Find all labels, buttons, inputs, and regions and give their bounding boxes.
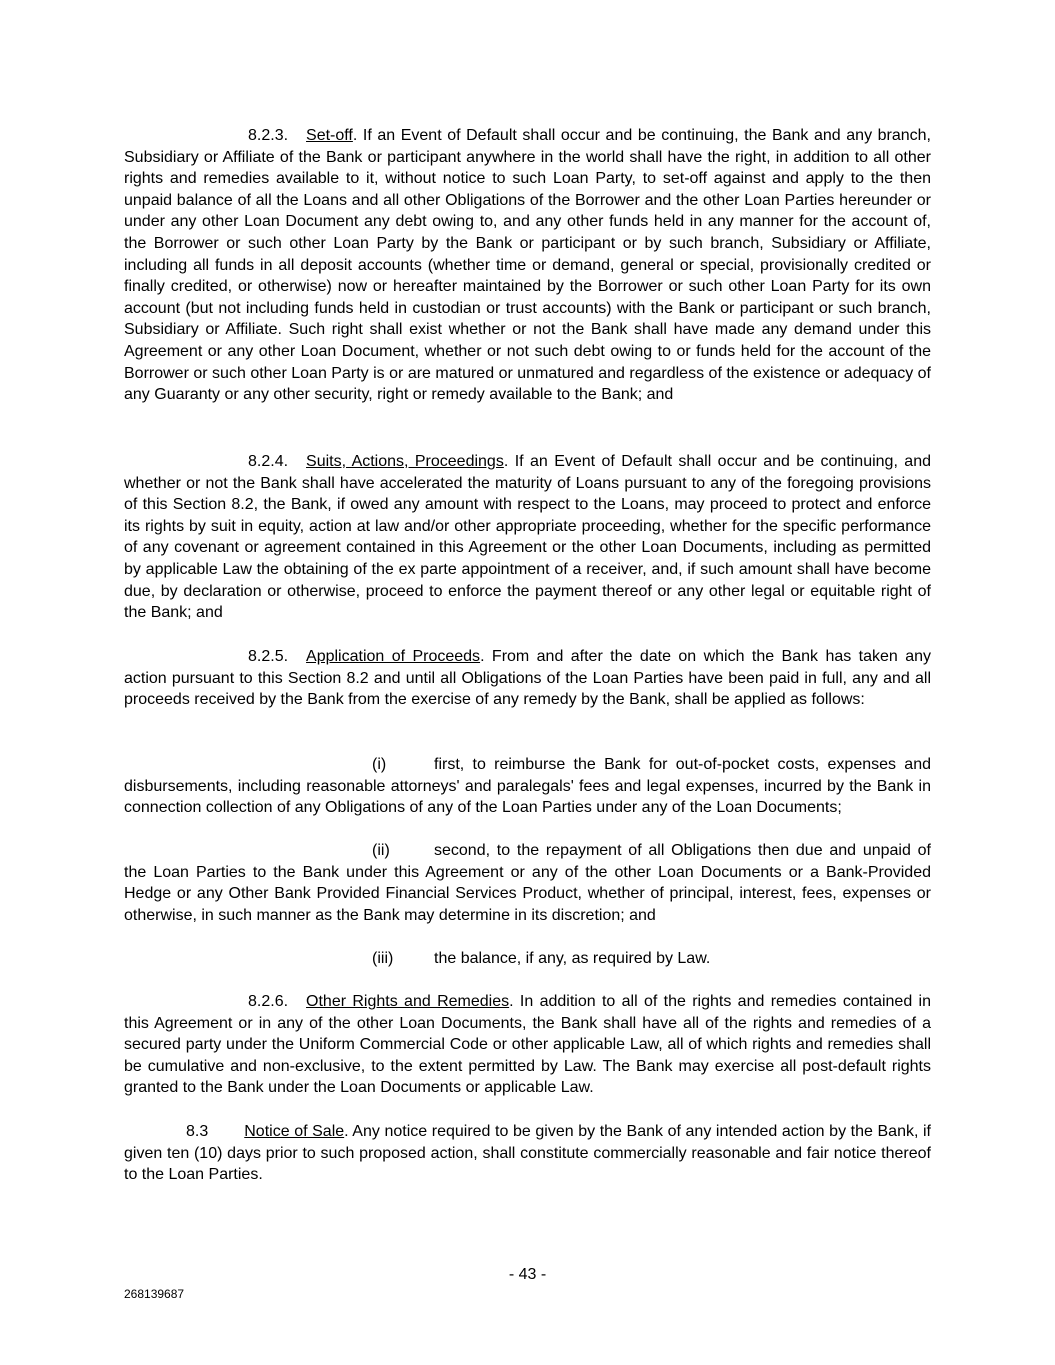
section-heading: Notice of Sale bbox=[244, 1123, 345, 1140]
list-item-label: (ii) bbox=[372, 842, 390, 859]
section-heading: Suits, Actions, Proceedings bbox=[306, 453, 504, 470]
section-number: 8.3 bbox=[186, 1123, 209, 1140]
document-id: 268139687 bbox=[124, 1287, 185, 1301]
list-item-label: (iii) bbox=[372, 950, 394, 967]
list-item-ii bbox=[124, 840, 931, 926]
section-body: . From and after the date on which the Bank has taken any action pursuant to this Section 8.2 and until all Obligations of the Loan Parties have been paid in full, any and all proceeds received by the Bank from the exercise of any remedy by the Bank, shall be applied as follows: bbox=[124, 648, 931, 709]
list-item-text: the balance, if any, as required by Law. bbox=[434, 950, 711, 967]
section-body: . Any notice required to be given by the Bank of any intended action by the Bank, if given ten (10) days prior to such proposed action, shall constitute commercially reasonable and fair notice thereof to the Loan Parties. bbox=[124, 1123, 931, 1184]
section-number: 8.2.6. bbox=[248, 993, 289, 1010]
section-8-3 bbox=[124, 1121, 931, 1186]
section-heading: Set-off bbox=[306, 127, 353, 144]
section-number: 8.2.3. bbox=[248, 127, 289, 144]
page-number: - 43 - bbox=[508, 1266, 547, 1283]
section-body: . If an Event of Default shall occur and be continuing, and whether or not the Bank shall have accelerated the maturity of Loans pursuant to any of the foregoing provisions of this Section 8.2, the Bank, if owed any amount with respect to the Loans, may proceed to protect and enforce its rights by suit in equity, action at law and/or other appropriate proceeding, whether for the specific performance of any covenant or agreement contained in this Agreement or the other Loan Documents, including as permitted by applicable Law the obtaining of the ex parte appointment of a receiver, and, if such amount shall have become due, by declaration or otherwise, proceed to enforce the payment thereof or any other legal or equitable right of the Bank; and bbox=[124, 453, 932, 622]
list-item-text: second, to the repayment of all Obligations then due and unpaid of the Loan Parties to the Bank under this Agreement or any of the other Loan Documents or a Bank-Provided Hedge or any Other Bank Provided Financial Services Product, whether of principal, interest, fees, expenses or otherwise, in such manner as the Bank may determine in its discretion; and bbox=[124, 842, 931, 924]
list-item-text: first, to reimburse the Bank for out-of-pocket costs, expenses and disbursements, including reasonable attorneys' and paralegals' fees and legal expenses, incurred by the Bank in connection collection of any Obligations of any of the Loan Parties under any of the Loan Documents; bbox=[124, 756, 931, 817]
section-8-2-3 bbox=[124, 125, 931, 406]
section-8-2-6 bbox=[124, 991, 931, 1099]
section-8-2-4 bbox=[124, 451, 931, 624]
section-heading: Other Rights and Remedies bbox=[306, 993, 510, 1010]
section-body: . In addition to all of the rights and remedies contained in this Agreement or in any of the other Loan Documents, the Bank shall have all of the rights and remedies of a secured party under the Uniform Commercial Code or other applicable Law, all of which rights and remedies shall be cumulative and non-exclusive, to the extent permitted by Law. The Bank may exercise all post-default rights granted to the Bank under the Loan Documents or applicable Law. bbox=[124, 993, 932, 1097]
section-body: . If an Event of Default shall occur and be continuing, the Bank and any branch, Subsidiary or Affiliate of the Bank or participant anywhere in the world shall have the right, in addition to all other rights and remedies available to it, without notice to such Loan Party, to set-off against and apply to the then unpaid balance of all the Loans and all other Obligations of the Borrower and the other Loan Parties hereunder or under any other Loan Document any debt owing to, and any other funds held in any manner for the account of, the Borrower or such other Loan Party by the Bank or participant or by such branch, Subsidiary or Affiliate, including all funds in all deposit accounts (whether time or demand, general or special, provisionally credited or finally credited, or otherwise) now or hereafter maintained by the Borrower or such other Loan Party for its own account (but not including funds held in custodian or trust accounts) with the Bank or participant or such branch, Subsidiary or Affiliate. Such right shall exist whether or not the Bank shall have made any demand under this Agreement or any other Loan Document, whether or not such debt owing to or funds held for the account of the Borrower or such other Loan Party is or are matured or unmatured and regardless of the existence or adequacy of any Guaranty or any other security, right or remedy available to the Bank; and bbox=[124, 127, 931, 404]
list-item-label: (i) bbox=[372, 756, 387, 773]
list-item-i bbox=[124, 754, 931, 819]
list-item-iii bbox=[124, 948, 931, 970]
section-number: 8.2.5. bbox=[248, 648, 289, 665]
section-8-2-5 bbox=[124, 646, 931, 711]
section-number: 8.2.4. bbox=[248, 453, 289, 470]
section-heading: Application of Proceeds bbox=[306, 648, 481, 665]
